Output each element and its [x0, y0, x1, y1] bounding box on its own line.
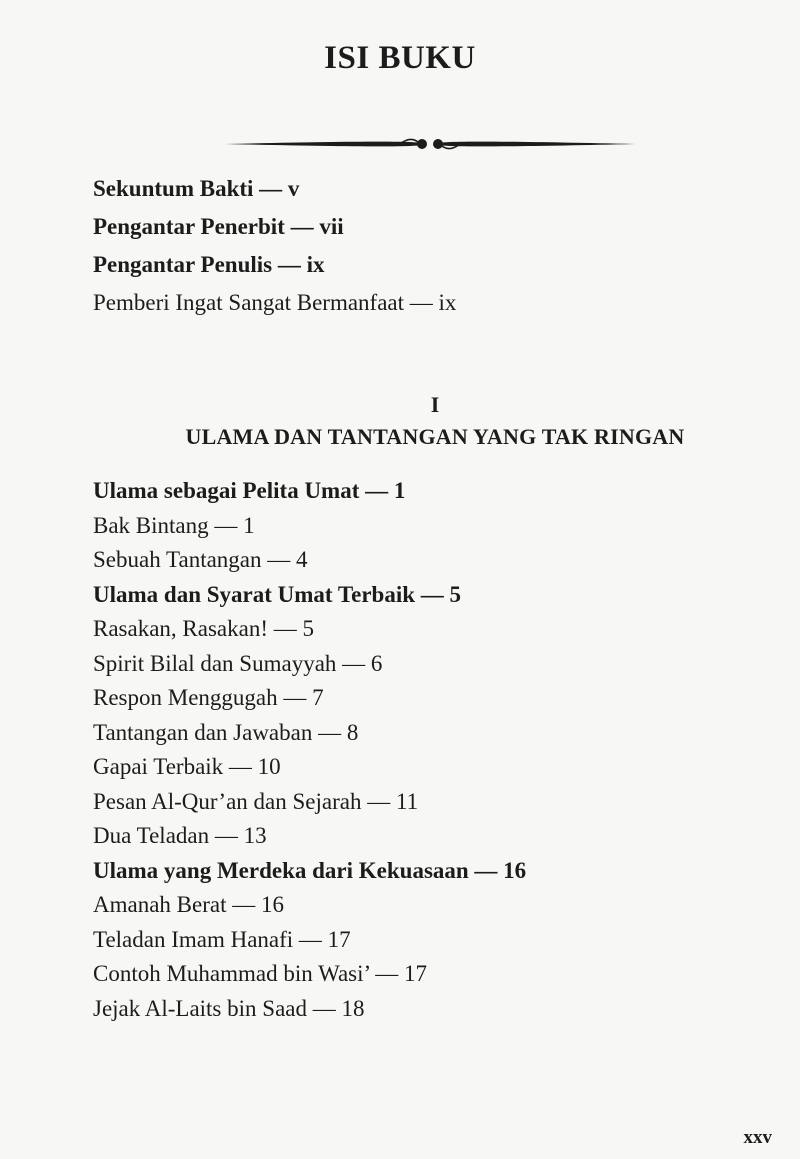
toc-entry: Dua Teladan — 13 — [93, 823, 267, 848]
toc-entry: Sekuntum Bakti — v — [93, 176, 300, 201]
front-matter-list — [93, 170, 456, 322]
toc-entry: Sebuah Tantangan — 4 — [93, 547, 308, 572]
toc-section: Ulama yang Merdeka dari Kekuasaan — 16 — [93, 857, 527, 883]
chapter-toc-list — [93, 474, 526, 1026]
toc-entry: Pesan Al-Qur’an dan Sejarah — 11 — [93, 788, 419, 814]
chapter-title: ULAMA DAN TANTANGAN YANG TAK RINGAN — [185, 424, 685, 449]
toc-entry: Teladan Imam Hanafi — 17 — [93, 926, 351, 952]
toc-entry: Gapai Terbaik — 10 — [93, 754, 281, 779]
toc-entry: Pengantar Penulis — ix — [93, 252, 325, 277]
toc-section: Ulama dan Syarat Umat Terbaik — 5 — [93, 581, 462, 607]
toc-entry: Respon Menggugah — 7 — [93, 685, 324, 710]
chapter-number: I — [430, 392, 440, 417]
toc-section: Ulama sebagai Pelita Umat — 1 — [93, 478, 406, 503]
toc-entry: Pemberi Ingat Sangat Bermanfaat — ix — [93, 290, 457, 315]
toc-entry: Tantangan dan Jawaban — 8 — [93, 719, 359, 745]
toc-entry: Amanah Berat — 16 — [93, 892, 284, 917]
toc-entry: Jejak Al-Laits bin Saad — 18 — [93, 995, 365, 1021]
ornament-divider — [220, 130, 640, 158]
page-number: xxv — [743, 1127, 772, 1148]
toc-entry: Bak Bintang — 1 — [93, 512, 255, 538]
toc-entry: Pengantar Penerbit — vii — [93, 214, 344, 239]
page-title: ISI BUKU — [324, 40, 476, 76]
toc-entry: Rasakan, Rasakan! — 5 — [93, 616, 314, 641]
toc-entry: Spirit Bilal dan Sumayyah — 6 — [93, 650, 383, 676]
toc-entry: Contoh Muhammad bin Wasi’ — 17 — [93, 961, 427, 986]
